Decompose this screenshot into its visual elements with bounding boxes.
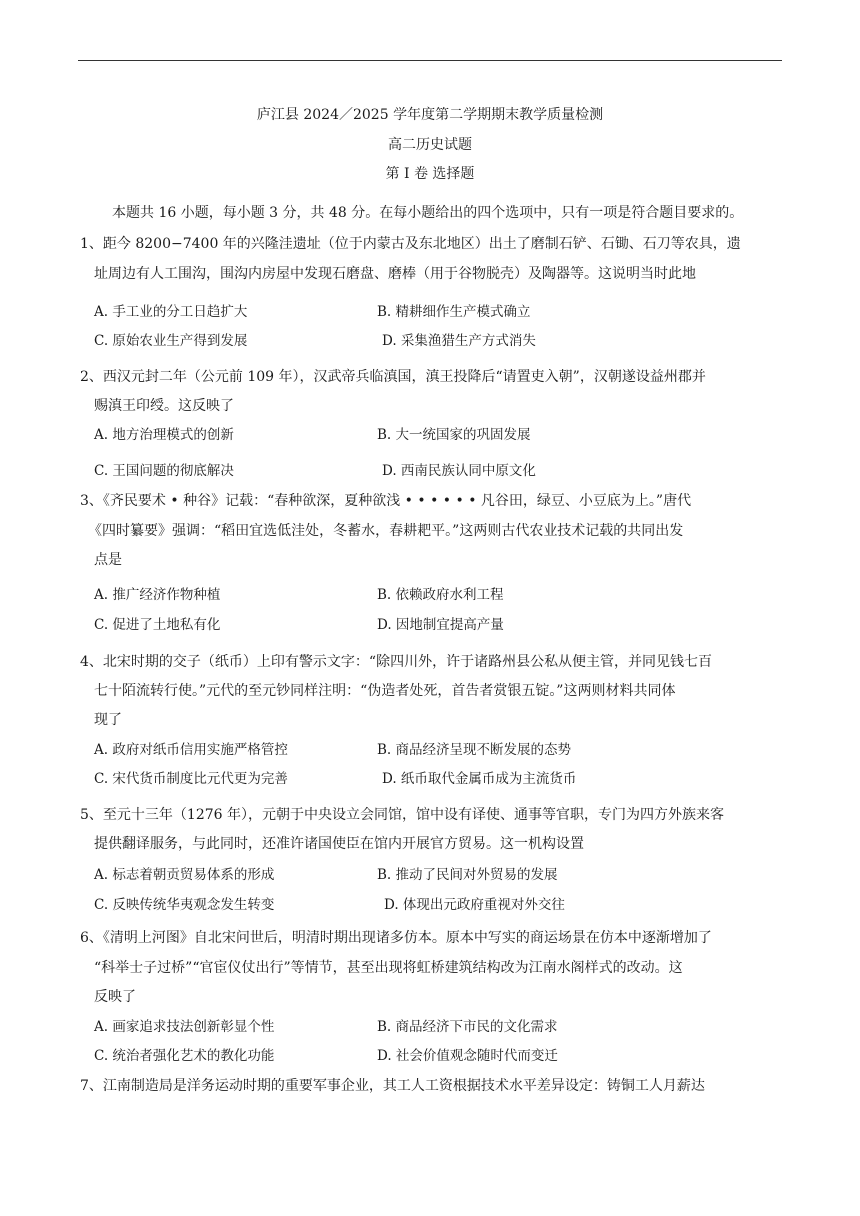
- option-d: D. 因地制宜提高产量: [377, 617, 504, 633]
- question-line: 3、《齐民要术 • 种谷》记载：“春种欲深，夏种欲浅 • • • • • • 凡谷田，绿豆、小豆底为上。”唐代: [80, 493, 692, 509]
- question-line: 七十陌流转行使。”元代的至元钞同样注明：“伪造者处死，首告者赏银五锭。”这两则材料共同体: [94, 683, 676, 699]
- option-a: A. 地方治理模式的创新: [94, 427, 234, 443]
- question-line: 4、北宋时期的交子（纸币）上印有警示文字：“除四川外，许于诸路州县公私从便主管，并同见钱七百: [80, 654, 713, 670]
- question-line: “科举士子过桥”“官宦仪仗出行”等情节，甚至出现将虹桥建筑结构改为江南水阁样式的改动。这: [94, 960, 683, 976]
- option-c: C. 反映传统华夷观念发生转变: [94, 897, 275, 913]
- option-c: C. 促进了土地私有化: [94, 617, 221, 633]
- option-d: D. 体现出元政府重视对外交往: [384, 897, 565, 913]
- option-a: A. 画家追求技法创新彰显个性: [94, 1019, 275, 1035]
- question-line: 2、西汉元封二年（公元前 109 年），汉武帝兵临滇国，滇王投降后“请置吏入朝”，汉朝遂设益州郡并: [80, 369, 706, 385]
- option-d: D. 社会价值观念随时代而变迁: [377, 1048, 558, 1064]
- option-d: D. 采集渔猎生产方式消失: [382, 333, 536, 349]
- question-line: 赐滇王印绶。这反映了: [94, 398, 234, 414]
- option-a: A. 标志着朝贡贸易体系的形成: [94, 867, 275, 883]
- header-rule: [78, 60, 782, 61]
- instructions: 本题共 16 小题，每小题 3 分，共 48 分。在每小题给出的四个选项中，只有一项是符合题目要求的。: [112, 205, 744, 221]
- option-b: B. 推动了民间对外贸易的发展: [377, 867, 558, 883]
- question-line: 7、江南制造局是洋务运动时期的重要军事企业，其工人工资根据技术水平差异设定：铸铜工人月薪达: [80, 1078, 705, 1094]
- question-line: 现了: [94, 712, 122, 728]
- option-c: C. 原始农业生产得到发展: [94, 333, 248, 349]
- question-line: 反映了: [94, 989, 136, 1005]
- exam-title: 庐江县 2024／2025 学年度第二学期期末教学质量检测: [256, 107, 604, 123]
- option-c: C. 宋代货币制度比元代更为完善: [94, 771, 288, 787]
- option-b: B. 商品经济下市民的文化需求: [377, 1019, 558, 1035]
- option-b: B. 大一统国家的巩固发展: [377, 427, 531, 443]
- question-line: 5、至元十三年（1276 年），元朝于中央设立会同馆，馆中设有译使、通事等官职，专门为四方外族来客: [80, 807, 724, 823]
- question-line: 点是: [94, 552, 122, 568]
- question-line: 1、距今 8200−7400 年的兴隆洼遗址（位于内蒙古及东北地区）出土了磨制石铲、石锄、石刀等农具，遗: [80, 236, 741, 252]
- option-c: C. 王国问题的彻底解决: [94, 463, 234, 479]
- question-line: 6、《清明上河图》自北宋问世后，明清时期出现诸多仿本。原本中写实的商运场景在仿本中逐渐增加了: [80, 930, 712, 946]
- option-b: B. 商品经济呈现不断发展的态势: [377, 742, 572, 758]
- option-d: D. 纸币取代金属币成为主流货币: [382, 771, 577, 787]
- question-line: 《四时纂要》强调：“稻田宜选低洼处，冬蓄水，春耕耙平。”这两则古代农业技术记载的共同出发: [88, 523, 684, 539]
- exam-subtitle: 高二历史试题: [388, 137, 472, 153]
- option-a: A. 推广经济作物种植: [94, 587, 221, 603]
- option-c: C. 统治者强化艺术的教化功能: [94, 1048, 275, 1064]
- question-line: 址周边有人工围沟，围沟内房屋中发现石磨盘、磨棒（用于谷物脱壳）及陶器等。这说明当时此地: [94, 266, 696, 282]
- option-b: B. 精耕细作生产模式确立: [377, 304, 531, 320]
- section-heading: 第 I 卷 选择题: [385, 166, 475, 182]
- question-line: 提供翻译服务，与此同时，还准许诸国使臣在馆内开展官方贸易。这一机构设置: [94, 836, 584, 852]
- option-d: D. 西南民族认同中原文化: [382, 463, 536, 479]
- option-a: A. 手工业的分工日趋扩大: [94, 304, 248, 320]
- option-b: B. 依赖政府水利工程: [377, 587, 504, 603]
- option-a: A. 政府对纸币信用实施严格管控: [94, 742, 288, 758]
